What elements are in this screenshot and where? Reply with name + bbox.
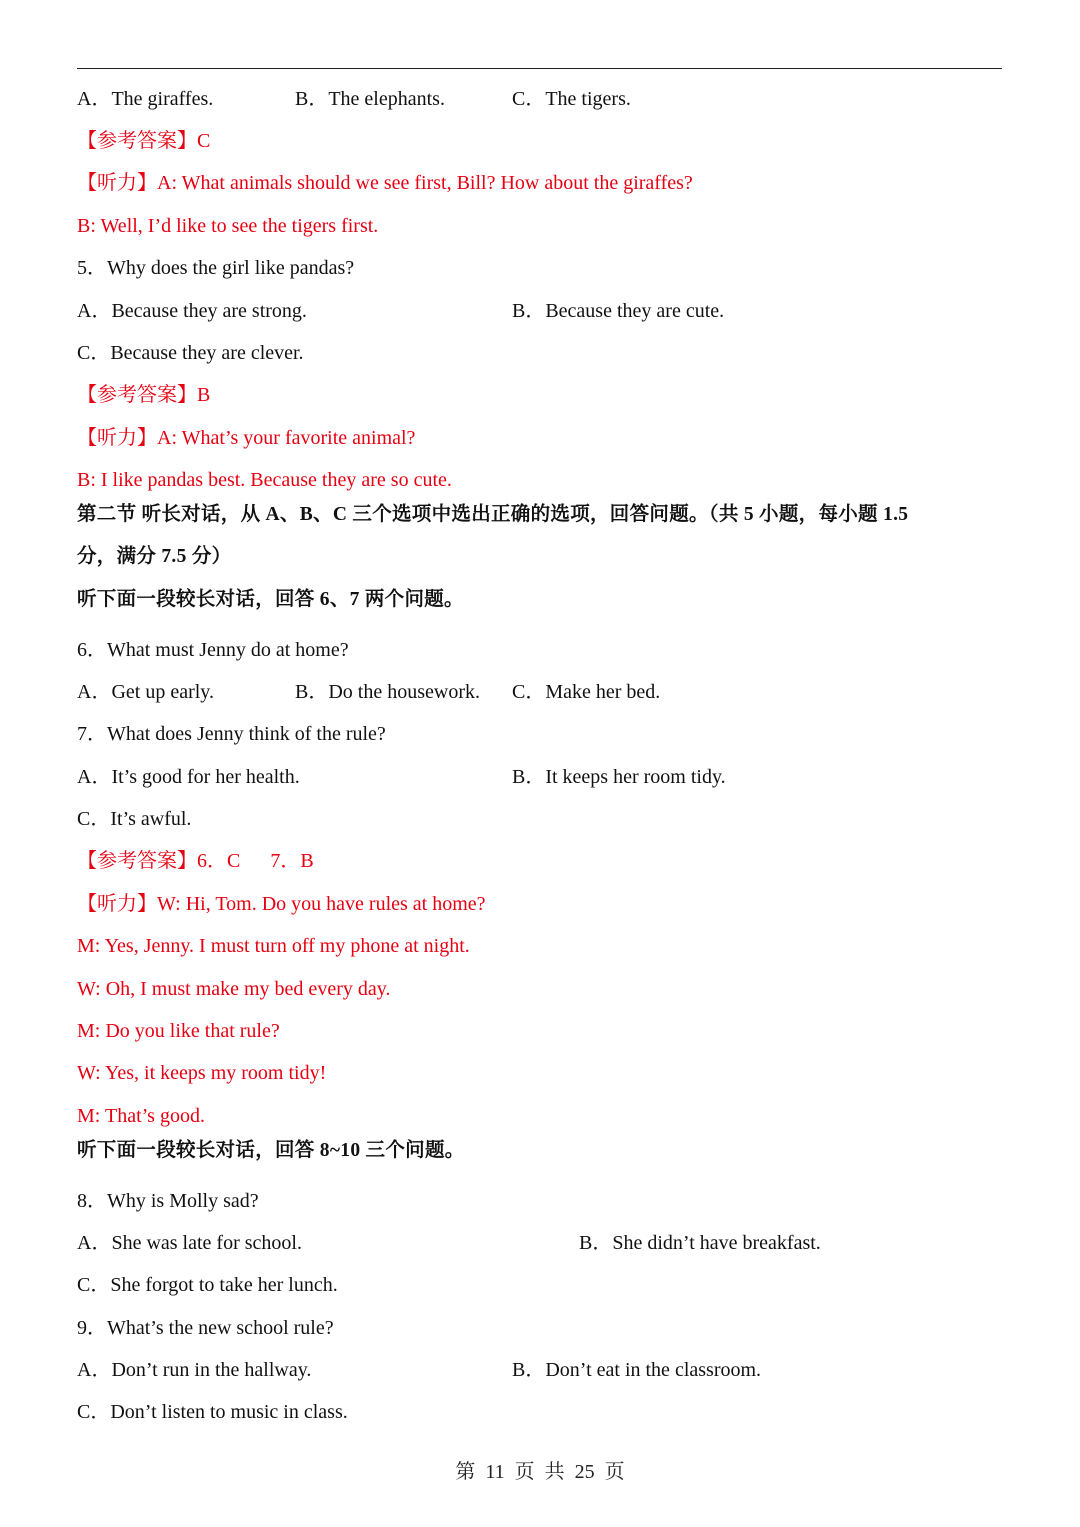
q9-option-b: B．Don’t eat in the classroom. [512,1359,762,1381]
q8-option-b: B．She didn’t have breakfast. [579,1232,821,1254]
q67-listening-line-3: W: Oh, I must make my bed every day. [77,978,391,1000]
q9-option-c: C．Don’t listen to music in class. [77,1401,348,1423]
q4-listening-line-1: 【听力】A: What animals should we see first, Bill? How about the giraffes? [77,172,693,194]
header-rule [77,68,1002,69]
section2-instruction-1: 听下面一段较长对话，回答 6、7 两个问题。 [77,589,464,610]
q5-option-a: A．Because they are strong. [77,300,307,322]
q6-option-c: C．Make her bed. [512,681,661,703]
section2-heading-line-2: 分，满分 7.5 分） [77,546,232,567]
q5-option-c: C．Because they are clever. [77,342,304,364]
q5-listening-line-1: 【听力】A: What’s your favorite animal? [77,427,416,449]
q5-question: 5．Why does the girl like pandas? [77,257,355,279]
q8-option-a: A．She was late for school. [77,1232,302,1254]
q6-option-a: A．Get up early. [77,681,214,703]
q67-listening-line-6: M: That’s good. [77,1105,205,1127]
q7-option-c: C．It’s awful. [77,808,192,830]
q7-option-b: B．It keeps her room tidy. [512,766,726,788]
q6-option-b: B．Do the housework. [295,681,480,703]
q5-option-b: B．Because they are cute. [512,300,725,322]
q4-option-c: C．The tigers. [512,88,631,110]
page-footer: 第 11 页 共 25 页 [455,1461,625,1483]
q7-question: 7．What does Jenny think of the rule? [77,723,386,745]
q7-option-a: A．It’s good for her health. [77,766,300,788]
q67-listening-line-4: M: Do you like that rule? [77,1020,280,1042]
q4-option-a: A．The giraffes. [77,88,214,110]
instruction-2: 听下面一段较长对话，回答 8~10 三个问题。 [77,1140,465,1161]
q9-question: 9．What’s the new school rule? [77,1317,334,1339]
q6-question: 6．What must Jenny do at home? [77,639,349,661]
q9-option-a: A．Don’t run in the hallway. [77,1359,312,1381]
q67-listening-line-2: M: Yes, Jenny. I must turn off my phone at night. [77,935,470,957]
q5-answer: 【参考答案】B [77,384,211,406]
q8-question: 8．Why is Molly sad? [77,1190,259,1212]
section2-heading-line-1: 第二节 听长对话，从 A、B、C 三个选项中选出正确的选项，回答问题。（共 5 小题，每小题 1.5 [77,504,909,525]
q4-option-b: B．The elephants. [295,88,445,110]
q8-option-c: C．She forgot to take her lunch. [77,1274,338,1296]
q67-listening-line-1: 【听力】W: Hi, Tom. Do you have rules at home? [77,893,486,915]
q4-listening-line-2: B: Well, I’d like to see the tigers first. [77,215,379,237]
q4-answer: 【参考答案】C [77,130,211,152]
q67-answer: 【参考答案】6．C 7．B [77,850,314,872]
q5-listening-line-2: B: I like pandas best. Because they are so cute. [77,469,452,491]
q67-listening-line-5: W: Yes, it keeps my room tidy! [77,1062,327,1084]
